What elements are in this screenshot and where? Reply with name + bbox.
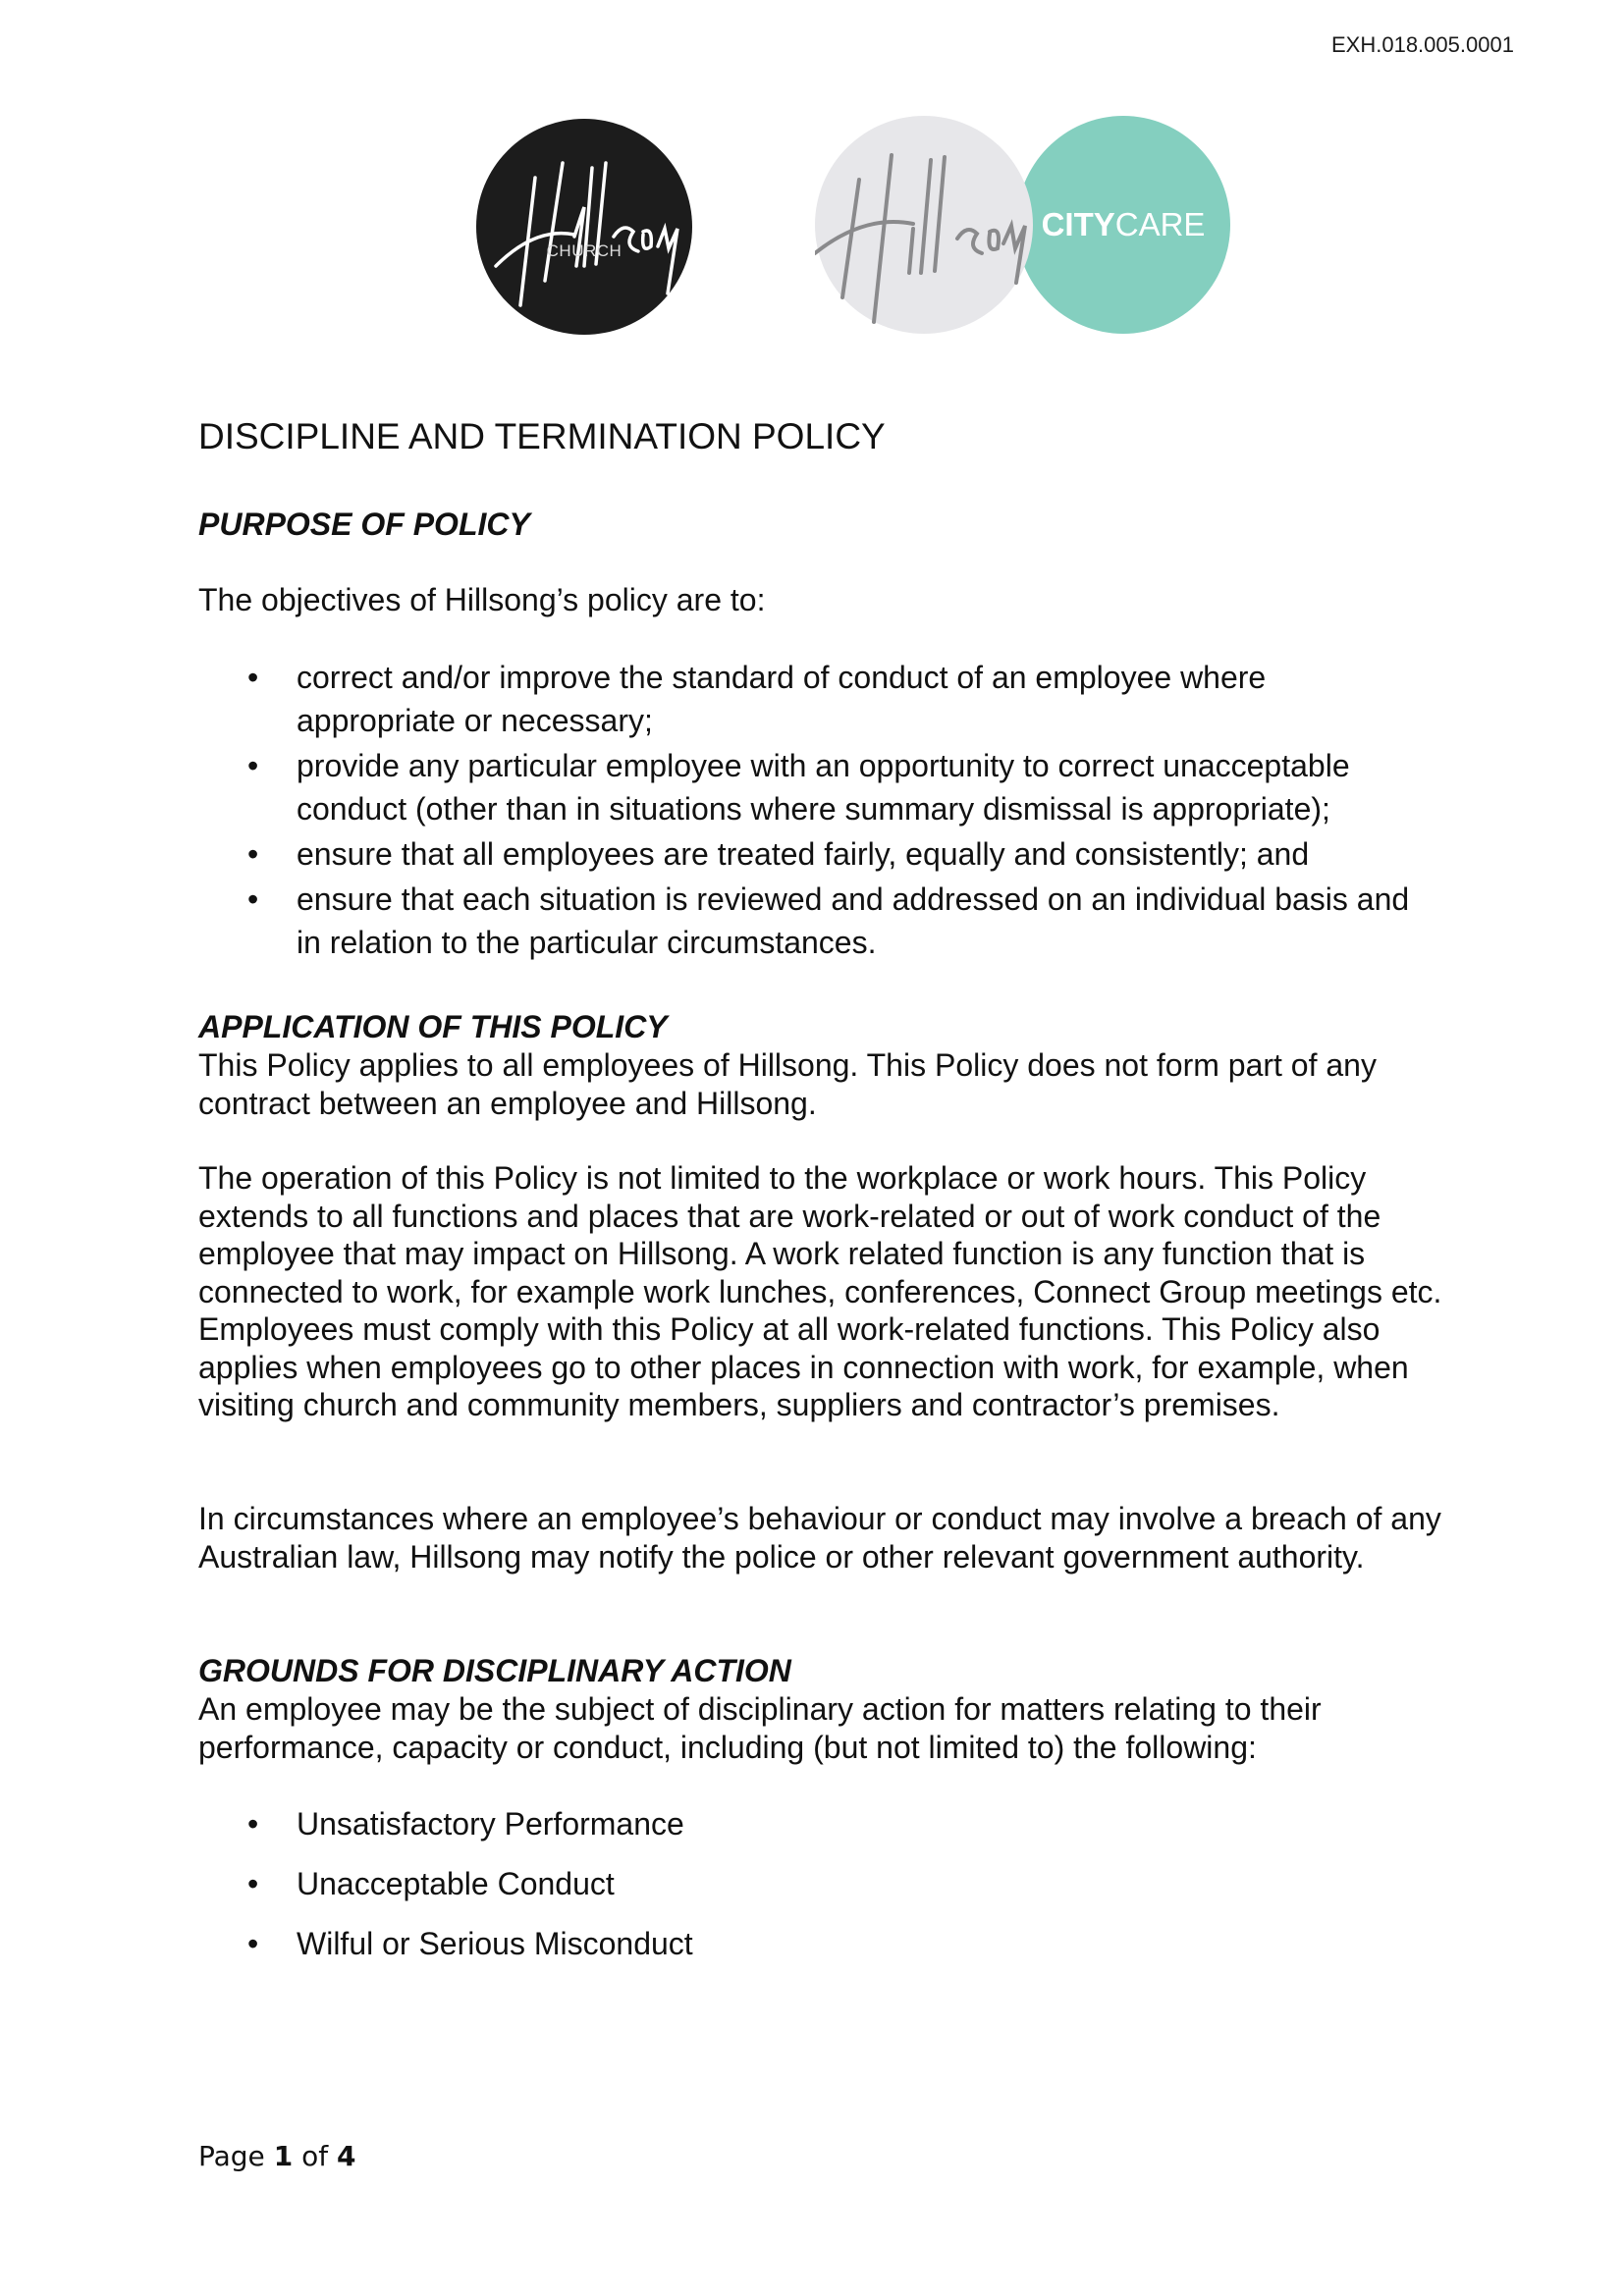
care-word: CARE (1114, 206, 1206, 242)
section-heading-grounds: GROUNDS FOR DISCIPLINARY ACTION (198, 1653, 791, 1688)
list-item: • Wilful or Serious Misconduct (198, 1922, 693, 1965)
of-label: of (301, 2140, 329, 2172)
application-paragraph-1: This Policy applies to all employees of Hillsong. This Policy does not form part of any contract between an employee and Hillsong. (198, 1047, 1377, 1121)
logos-banner (471, 116, 1237, 342)
section-heading-purpose: PURPOSE OF POLICY (198, 507, 530, 542)
list-item: • Unacceptable Conduct (198, 1862, 693, 1905)
application-paragraph-2: The operation of this Policy is not limited to the workplace or work hours. This Policy extends to all functions and places that are work-related or out of work conduct of the employee that may impact on Hillsong. A work related function is any function that is connected to work, for example work lunches, conferences, Connect Group meetings etc. Employees must comply with this Policy at all work-related functions. This Policy also applies when employees go to other places in connection with work, for example, when visiting church and community members, suppliers and contractor’s premises. (198, 1160, 1442, 1422)
list-item: • correct and/or improve the standard of conduct of an employee where appropriate or necessary; (198, 656, 1416, 742)
hillsong-script-icon (476, 119, 692, 335)
church-subtitle: CHURCH (546, 241, 623, 260)
hillsong-script-grey-icon (815, 116, 1051, 334)
list-item: • ensure that each situation is reviewed and addressed on an individual basis and in relation to the particular circumstances. (198, 878, 1416, 964)
page-label: Page (198, 2140, 265, 2172)
application-paragraph-3: In circumstances where an employee’s behaviour or conduct may involve a breach of any Australian law, Hillsong may notify the police or other relevant government authority. (198, 1501, 1441, 1575)
list-item: • ensure that all employees are treated fairly, equally and consistently; and (198, 832, 1416, 876)
hillsong-church-logo (476, 119, 692, 335)
purpose-bullet-list (198, 656, 1416, 966)
list-item: • provide any particular employee with an opportunity to correct unacceptable conduct (other than in situations where summary dismissal is appropriate); (198, 744, 1416, 830)
purpose-intro: The objectives of Hillsong’s policy are to: (198, 582, 766, 617)
grounds-bullet-list (198, 1802, 693, 1982)
exhibit-number: EXH.018.005.0001 (1331, 32, 1514, 57)
list-item: • Unsatisfactory Performance (198, 1802, 693, 1845)
page-number (198, 2140, 355, 2172)
current-page: 1 (273, 2140, 294, 2172)
grounds-intro: An employee may be the subject of disciplinary action for matters relating to their performance, capacity or conduct, including (but not limited to) the following: (198, 1691, 1322, 1765)
city-word: CITY (1041, 206, 1115, 242)
section-heading-application: APPLICATION OF THIS POLICY (198, 1009, 668, 1044)
total-pages: 4 (337, 2140, 356, 2172)
citycare-grey-circle (815, 116, 1033, 334)
document-title: DISCIPLINE AND TERMINATION POLICY (198, 416, 886, 456)
